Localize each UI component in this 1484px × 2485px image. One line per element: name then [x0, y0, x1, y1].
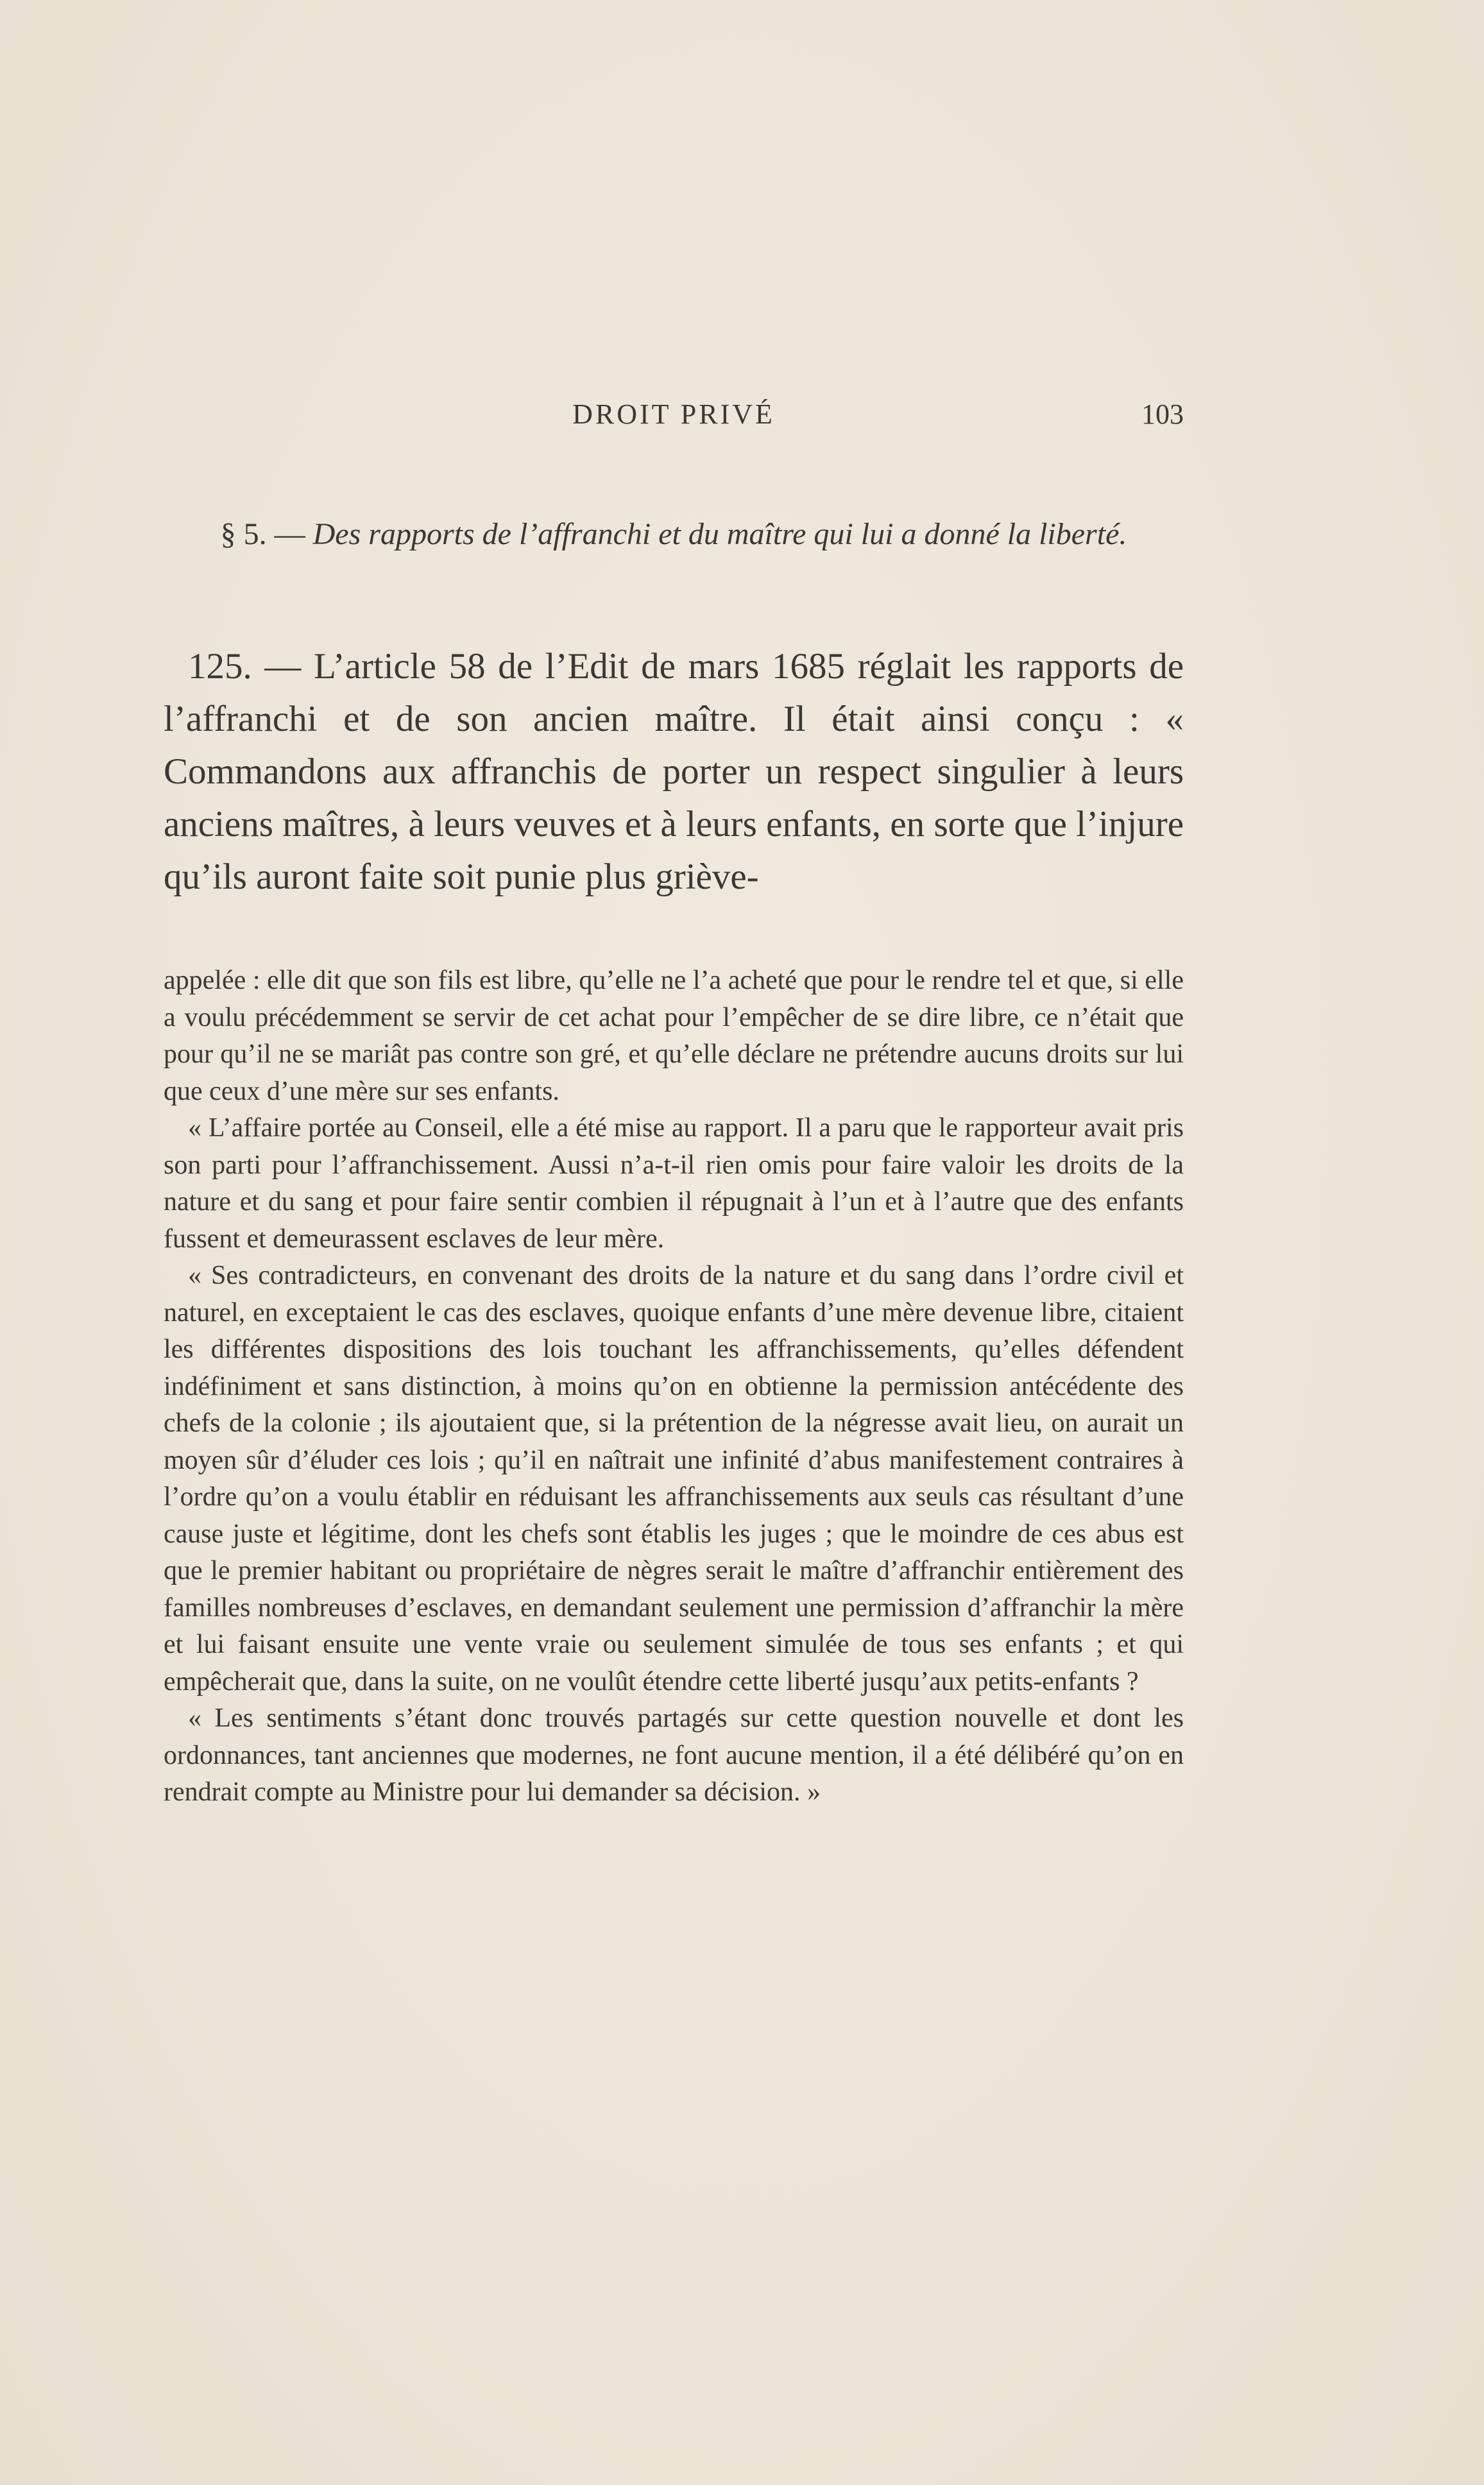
section-title: Des rapports de l’affranchi et du maître qui lui a donné la liberté.	[312, 517, 1127, 551]
page-number: 103	[1141, 398, 1184, 430]
body-paragraph: 125. — L’article 58 de l’Edit de mars 1685 réglait les rapports de l’affranchi et de son ancien maître. Il était ainsi conçu : « Commandons aux affranchis de porter un respect singulier à leurs anciens maîtres, à leurs veuves et à leurs enfants, en sorte que l’injure qu’ils auront faite soit punie plus grièvе-	[164, 646, 1184, 897]
footnote-paragraph: « Ses contradicteurs, en convenant des droits de la nature et du sang dans l’ordre civil et naturel, en exceptaient le cas des esclaves, quoique enfants d’une mère devenue libre, citaient les différentes dispositions des lois touchant les affranchissements, qu’elles défendent indéfiniment et sans distinction, à moins qu’on en obtienne la permission antécédente des chefs de la colonie ; ils ajoutaient que, si la prétention de la négresse avait lieu, on aurait un moyen sûr d’éluder ces lois ; qu’il en naîtrait une infinité d’abus manifestement contraires à l’ordre qu’on a voulu établir en réduisant les affranchissements aux seuls cas résultant d’une cause juste et légitime, dont les chefs sont établis les juges ; que le moindre de ces abus est que le premier habitant ou propriétaire de nègres serait le maître d’affranchir entièrement des familles nombreuses d’esclaves, en demandant seulement une permission d’affranchir la mère et lui faisant ensuite une vente vraie ou seulement simulée de tous ses enfants ; et qui empêcherait que, dans la suite, on ne voulût étendre cette liberté jusqu’aux petits-enfants ?	[164, 1261, 1184, 1696]
running-head	[164, 391, 1184, 443]
main-text	[164, 640, 1184, 903]
footnote-paragraph: appelée : elle dit que son fils est libre, qu’elle ne l’a acheté que pour le rendre tel et que, si elle a voulu précédemment se servir de cet achat pour l’empêcher de se dire libre, ce n’était que pour qu’il ne se mariât pas contre son gré, et qu’elle déclare ne prétendre aucuns droits sur lui que ceux d’une mère sur ses enfants.	[164, 966, 1184, 1106]
section-heading	[164, 513, 1184, 556]
footnote-paragraph: « Les sentiments s’étant donc trouvés partagés sur cette question nouvelle et dont les ordonnances, tant anciennes que modernes, ne font aucune mention, il a été délibéré qu’on en rendrait compte au Ministre pour lui demander sa décision. »	[164, 1704, 1184, 1807]
running-title: DROIT PRIVÉ	[572, 398, 775, 430]
section-number: § 5. —	[220, 517, 305, 551]
footnote	[164, 962, 1184, 1811]
footnote-paragraph: « L’affaire portée au Conseil, elle a été mise au rapport. Il a paru que le rapporteur avait pris son parti pour l’affranchissement. Aussi n’a-t-il rien omis pour faire valoir les droits de la nature et du sang et pour faire sentir combien il répugnait à l’un et à l’autre que des enfants fussent et demeurassent esclaves de leur mère.	[164, 1113, 1184, 1254]
